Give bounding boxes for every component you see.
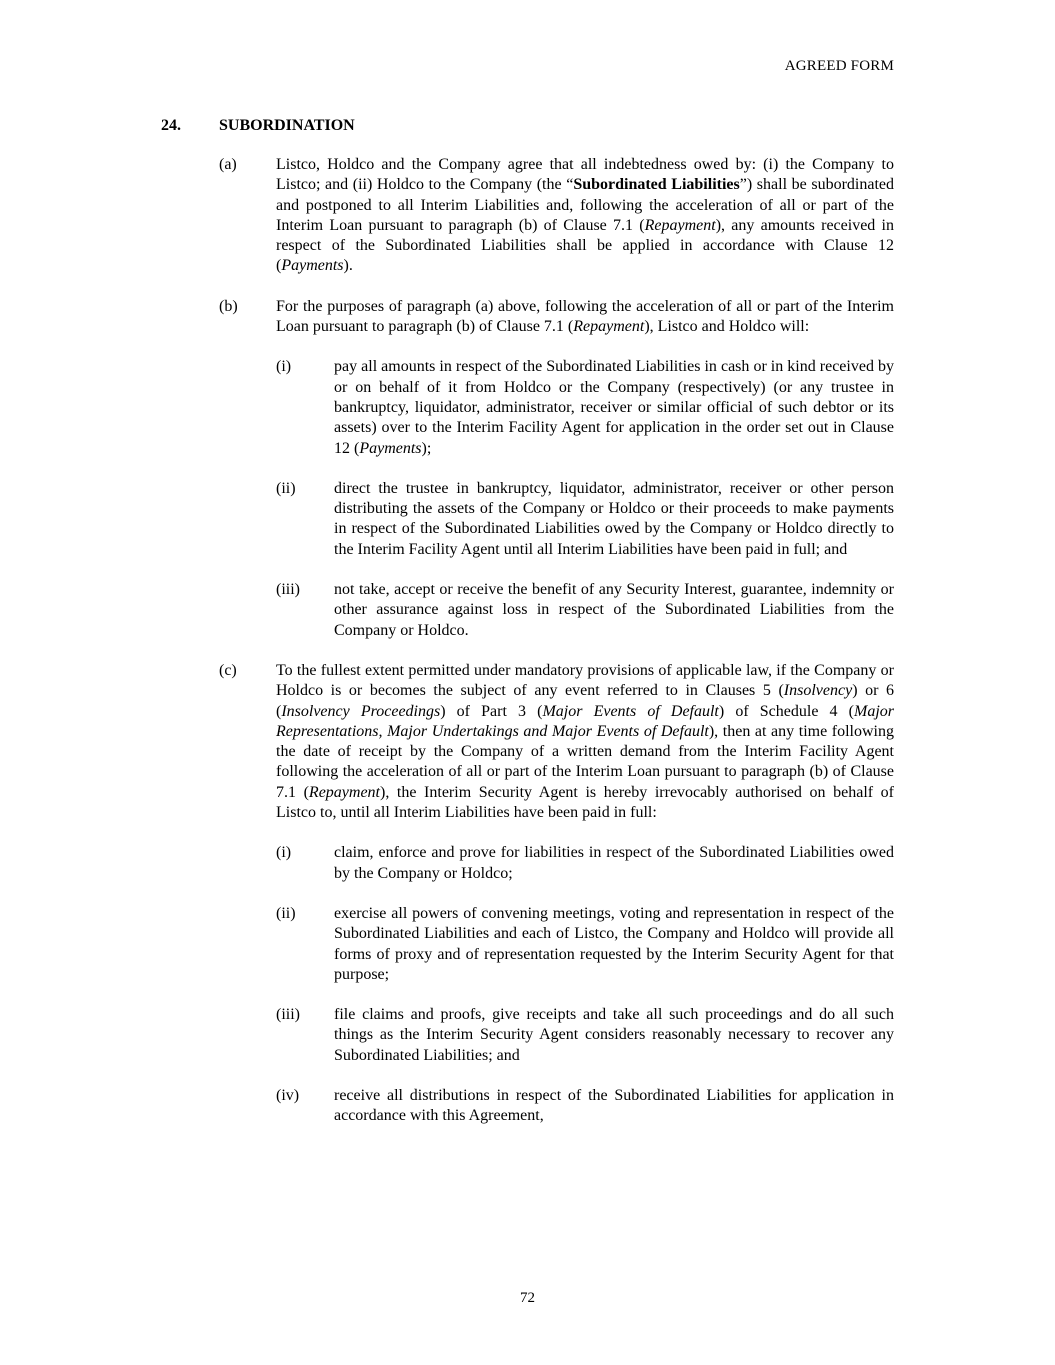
- paragraph-b-text: For the purposes of paragraph (a) above, following the acceleration of all or part of the Interim Loan pursuant to paragraph (b) of Clause 7.1 (: [276, 297, 894, 336]
- cross-ref-major-events-of-default: Major Events of Default: [542, 702, 719, 720]
- paragraph-b-ii-text: direct the trustee in bankruptcy, liquidator, administrator, receiver or other person distributing the assets of the Company or Holdco or their proceeds to make payments in respect of the Subordinated Liabilities owed by the Company or Holdco directly to the Interim Facility Agent until all Interim Liabilities have been paid in full; and: [334, 479, 894, 558]
- paragraph-c-iv-text: receive all distributions in respect of the Subordinated Liabilities for application in accordance with this Agreement,: [334, 1086, 894, 1125]
- paragraph-b-iii-label: (iii): [276, 581, 300, 599]
- paragraph-c-i-label: (i): [276, 844, 292, 862]
- clause-heading: [161, 117, 355, 135]
- paragraph-a: [219, 155, 894, 277]
- paragraph-c-iv: [276, 1086, 894, 1127]
- cross-ref-repayment: Repayment: [308, 783, 380, 801]
- paragraph-c-text: ) or 6 (: [276, 682, 895, 720]
- cross-ref-insolvency-proceedings: Insolvency Proceedings: [281, 702, 441, 720]
- paragraph-b-text: ), Listco and Holdco will:: [644, 318, 810, 336]
- paragraph-a-label: (a): [219, 156, 237, 173]
- paragraph-a-text: Listco, Holdco and the Company agree that all indebtedness owed by: (i) the Company to Listco; and (ii) Holdco to the Company (the “: [276, 156, 894, 194]
- paragraph-c-ii: [276, 904, 894, 985]
- agreed-form-label: AGREED FORM: [784, 58, 894, 74]
- paragraph-b-i-text: pay all amounts in respect of the Subordinated Liabilities in cash or in kind received by or on behalf of it from Holdco or the Company (respectively) (or any trustee in bankruptcy, liquidator, administrator, receiver or similar official of such debtor or its assets) over to the Interim Facility Agent for application in the order set out in Clause 12 (: [334, 358, 894, 457]
- paragraph-b-ii: [276, 479, 894, 560]
- paragraph-b-label: (b): [219, 297, 238, 315]
- paragraph-c: [219, 661, 895, 823]
- paragraph-a-text: ).: [343, 257, 353, 275]
- paragraph-c-text: ) of Part 3 (: [440, 702, 543, 720]
- paragraph-c-text: To the fullest extent permitted under mandatory provisions of applicable law, if the Company or Holdco is or becomes the subject of any event referred to in Clauses 5 (: [276, 661, 894, 700]
- paragraph-c-i: [276, 843, 894, 884]
- paragraph-b-ii-label: (ii): [276, 479, 296, 497]
- paragraph-b-iii: [276, 580, 894, 641]
- paragraph-b-i-text: );: [421, 439, 432, 457]
- paragraph-c-i-text: claim, enforce and prove for liabilities in respect of the Subordinated Liabilities owed by the Company or Holdco;: [334, 844, 894, 882]
- paragraph-c-text: ), the Interim Security Agent is hereby irrevocably authorised on behalf of Listco to, until all Interim Liabilities have been paid in full:: [276, 783, 895, 822]
- cross-ref-insolvency: Insolvency: [783, 682, 853, 700]
- cross-ref-schedule-4: Major Representations, Major Undertakings and Major Events of Default: [276, 702, 894, 740]
- cross-ref-repayment: Repayment: [644, 216, 716, 234]
- paragraph-a-text: ), any amounts received in respect of the Subordinated Liabilities shall be applied in accordance with Clause 12 (: [276, 216, 894, 275]
- paragraph-c-ii-label: (ii): [276, 904, 296, 922]
- page-number: 72: [520, 1290, 535, 1306]
- paragraph-c-iii: [276, 1005, 894, 1066]
- clause-title: SUBORDINATION: [219, 117, 355, 134]
- paragraph-c-iii-label: (iii): [276, 1006, 300, 1024]
- cross-ref-payments: Payments: [281, 257, 344, 275]
- cross-ref-repayment: Repayment: [573, 318, 645, 336]
- defined-term-subordinated-liabilities: Subordinated Liabilities: [573, 176, 740, 194]
- clause-body: [0, 155, 1055, 1147]
- paragraph-b: [219, 297, 894, 338]
- paragraph-a-text: ”) shall be subordinated and postponed to all Interim Liabilities and, following the acceleration of all or part of the Interim Loan pursuant to paragraph (b) of Clause 7.1 (: [276, 176, 894, 234]
- paragraph-c-text: ), then at any time following the date of receipt by the Company of a written demand from the Interim Facility Agent following the acceleration of all or part of the Interim Loan pursuant to paragraph (b) of Clause 7.1 (: [276, 722, 894, 801]
- paragraph-c-iii-text: file claims and proofs, give receipts and take all such proceedings and do all such things as the Interim Security Agent considers reasonably necessary to recover any Subordinated Liabilities; and: [334, 1006, 894, 1064]
- paragraph-b-i: [276, 357, 894, 458]
- paragraph-c-label: (c): [219, 661, 237, 679]
- paragraph-b-iii-text: not take, accept or receive the benefit of any Security Interest, guarantee, indemnity or other assurance against loss in respect of the Subordinated Liabilities from the Company or Holdco.: [334, 581, 894, 639]
- paragraph-c-iv-label: (iv): [276, 1086, 300, 1104]
- paragraph-c-text: ) of Schedule 4 (: [718, 702, 854, 720]
- paragraph-b-i-label: (i): [276, 358, 292, 376]
- paragraph-c-ii-text: exercise all powers of convening meetings, voting and representation in respect of the Subordinated Liabilities and each of Listco, the Company and Holdco will provide all forms of proxy and of representation requested by the Interim Security Agent for that purpose;: [334, 904, 894, 983]
- cross-ref-payments: Payments: [359, 439, 422, 457]
- clause-number: 24.: [161, 117, 181, 134]
